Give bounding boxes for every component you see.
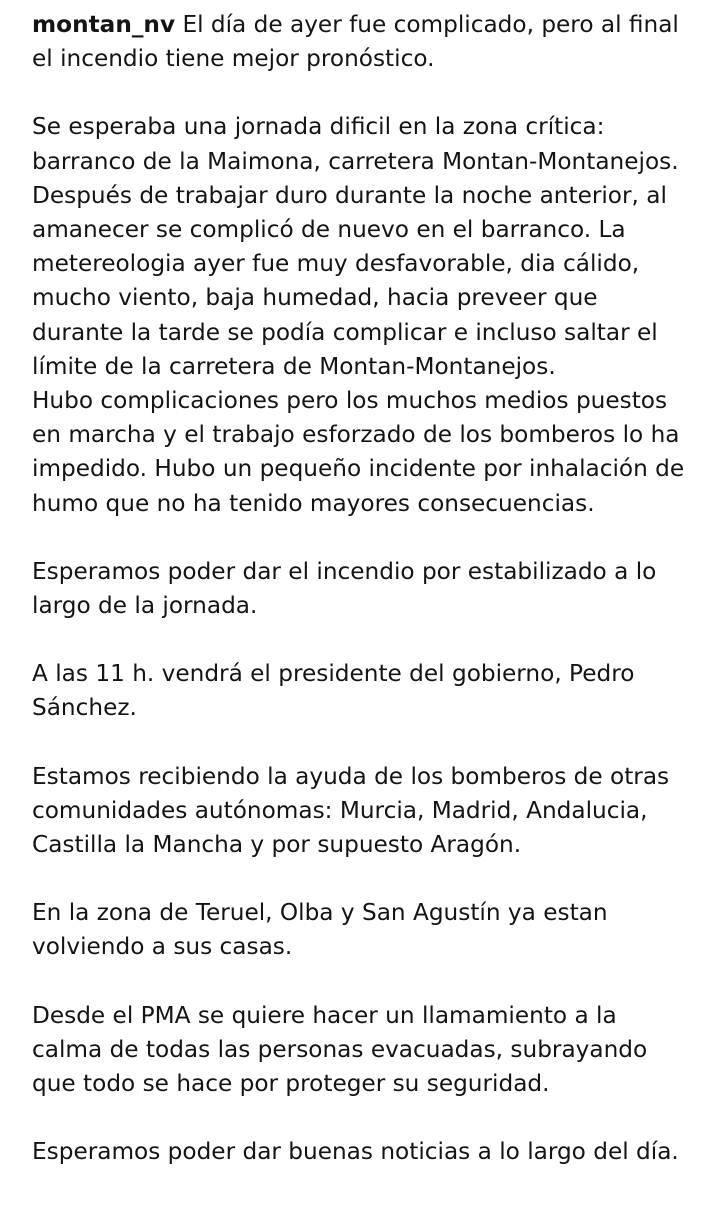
paragraph-spacer xyxy=(32,862,689,896)
caption-paragraph: Desde el PMA se quiere hacer un llamamiento a la calma de todas las personas evacuadas, subrayando que todo se hace por proteger su seguridad. xyxy=(32,1001,648,1098)
paragraph-spacer xyxy=(32,623,689,657)
paragraph-spacer xyxy=(32,521,689,555)
caption-paragraph: Se esperaba una jornada dificil en la zona crítica: barranco de la Maimona, carretera Montan-Montanejos. Después de trabajar duro durante la noche anterior, al amanecer se complicó de nuevo en el barranco. La metereologia ayer fue muy desfavorable, dia cálido, mucho viento, baja humedad, hacia preveer que durante la tarde se podía complicar e incluso saltar el límite de la carretera de Montan-Montanejos. xyxy=(32,113,679,380)
caption-paragraph: Hubo complicaciones pero los muchos medios puestos en marcha y el trabajo esforzado de los bomberos lo ha impedido. Hubo un pequeño incidente por inhalación de humo que no ha tenido mayores consecuencias. xyxy=(32,387,685,517)
caption-paragraph: A las 11 h. vendrá el presidente del gobierno, Pedro Sánchez. xyxy=(32,660,635,722)
caption-paragraph: Esperamos poder dar el incendio por estabilizado a lo largo de la jornada. xyxy=(32,557,657,620)
paragraph-spacer xyxy=(32,76,689,110)
username-link[interactable]: montan_nv xyxy=(32,11,176,38)
caption-paragraph: En la zona de Teruel, Olba y San Agustín ya estan volviendo a sus casas. xyxy=(32,899,608,961)
paragraph-spacer xyxy=(32,726,689,760)
caption-paragraph: Esperamos poder dar buenas noticias a lo largo del día. xyxy=(32,1138,679,1166)
paragraph-spacer xyxy=(32,1101,689,1135)
caption-intro-text: El día de ayer fue complicado, pero al final el incendio tiene mejor pronóstico. xyxy=(32,11,679,73)
paragraph-spacer xyxy=(32,965,689,999)
post-caption xyxy=(0,8,715,1169)
caption-intro xyxy=(32,8,689,76)
caption-paragraph: Estamos recibiendo la ayuda de los bomberos de otras comunidades autónomas: Murcia, Madrid, Andalucia, Castilla la Mancha y por supuesto Aragón. xyxy=(32,762,670,859)
